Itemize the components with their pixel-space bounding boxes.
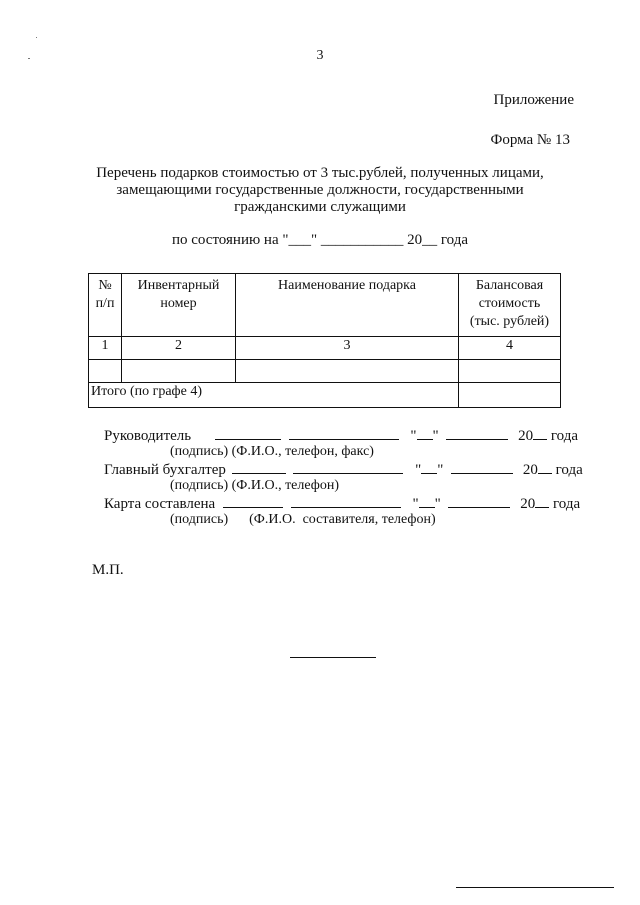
table-cell <box>236 360 459 383</box>
page-number: 3 <box>316 48 324 63</box>
signature-blank <box>223 495 283 508</box>
total-value-cell <box>459 383 561 408</box>
header-balance-value: Балансовая стоимость (тыс. рублей) <box>459 274 561 337</box>
scan-speck <box>36 37 37 38</box>
title-line: гражданскими служащими <box>234 199 406 215</box>
year-blank <box>533 427 547 440</box>
signature-role: Главный бухгалтер <box>104 462 226 478</box>
stamp-placeholder: М.П. <box>92 562 124 578</box>
gifts-table <box>88 273 561 408</box>
column-number: 1 <box>89 337 122 360</box>
signature-blank <box>215 427 281 440</box>
table-cell <box>459 360 561 383</box>
signature-role: Карта составлена <box>104 496 216 512</box>
signature-line-compiler: Карта составлена " " 20 года <box>104 496 581 512</box>
table-header-row <box>89 274 561 337</box>
day-blank <box>421 461 437 474</box>
document-title <box>90 165 550 216</box>
year-blank <box>538 461 552 474</box>
day-blank <box>419 495 435 508</box>
signature-role: Руководитель <box>104 428 192 444</box>
divider <box>290 657 376 658</box>
header-gift-name: Наименование подарка <box>236 274 459 337</box>
footer-divider <box>456 887 614 888</box>
total-row <box>89 383 561 408</box>
signature-blank <box>232 461 286 474</box>
signature-caption: (подпись) (Ф.И.О., телефон) <box>170 478 339 493</box>
month-blank <box>451 461 513 474</box>
table-cell <box>122 360 236 383</box>
appendix-label: Приложение <box>493 92 574 108</box>
title-line: замещающими государственные должности, государственными <box>116 182 524 198</box>
column-number: 3 <box>236 337 459 360</box>
signature-line-accountant: Главный бухгалтер " " 20 года <box>104 462 583 478</box>
day-blank <box>417 427 433 440</box>
month-blank <box>446 427 508 440</box>
as-of-date-line: по состоянию на "___" ___________ 20__ года <box>171 232 468 248</box>
column-number: 2 <box>122 337 236 360</box>
header-inventory-number: Инвентарный номер <box>122 274 236 337</box>
name-blank <box>291 495 401 508</box>
month-blank <box>448 495 510 508</box>
form-number: Форма № 13 <box>490 132 570 148</box>
signature-line-head: Руководитель " " 20 года <box>104 428 579 444</box>
column-number: 4 <box>459 337 561 360</box>
title-line: Перечень подарков стоимостью от 3 тыс.рублей, полученных лицами, <box>96 165 544 181</box>
signature-caption: (подпись) (Ф.И.О. составителя, телефон) <box>170 512 436 527</box>
total-label: Итого (по графе 4) <box>89 383 459 408</box>
signature-caption: (подпись) (Ф.И.О., телефон, факс) <box>170 444 374 459</box>
table-cell <box>89 360 122 383</box>
name-blank <box>293 461 403 474</box>
name-blank <box>289 427 399 440</box>
header-number: № п/п <box>89 274 122 337</box>
column-number-row <box>89 337 561 360</box>
table-row <box>89 360 561 383</box>
year-blank <box>535 495 549 508</box>
